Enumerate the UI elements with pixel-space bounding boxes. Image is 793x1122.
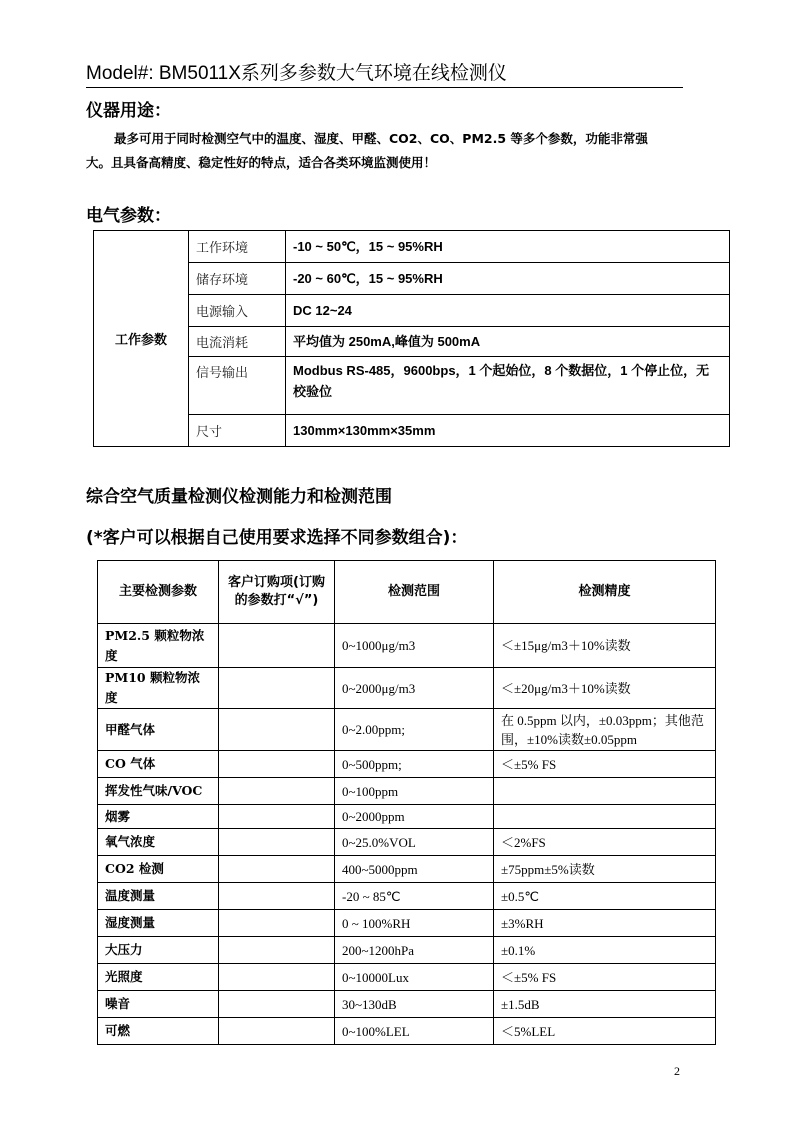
- order-checkbox-cell[interactable]: [219, 883, 335, 910]
- order-checkbox-cell[interactable]: [219, 856, 335, 883]
- spec-label: 信号输出: [189, 357, 286, 415]
- spec-value: DC 12~24: [286, 295, 730, 327]
- range-cell: 0~100ppm: [335, 778, 494, 805]
- range-cell: 0~2.00ppm;: [335, 709, 494, 751]
- capability-row: [98, 883, 716, 910]
- param-name-cell: 烟雾: [98, 805, 219, 829]
- range-cell: 400~5000ppm: [335, 856, 494, 883]
- param-name-cell: 湿度测量: [98, 910, 219, 937]
- usage-heading: 仪器用途：: [86, 101, 171, 121]
- range-cell: 0~100%LEL: [335, 1018, 494, 1045]
- spec-label: 储存环境: [189, 263, 286, 295]
- capability-row: [98, 624, 716, 668]
- capability-table: [97, 560, 716, 1045]
- electrical-spec-table: [93, 230, 730, 447]
- accuracy-cell: ＜±5% FS: [494, 751, 716, 778]
- order-checkbox-cell[interactable]: [219, 624, 335, 668]
- capability-row: [98, 778, 716, 805]
- capability-header-row: [98, 561, 716, 624]
- accuracy-cell: [494, 805, 716, 829]
- spec-value: 平均值为 250mA,峰值为 500mA: [286, 327, 730, 357]
- col-header-param: 主要检测参数: [98, 561, 219, 624]
- accuracy-cell: ＜±20μg/m3＋10%读数: [494, 668, 716, 709]
- spec-value: -10 ~ 50℃，15 ~ 95%RH: [286, 231, 730, 263]
- capability-row: [98, 829, 716, 856]
- spec-row: [94, 263, 730, 295]
- spec-row: [94, 295, 730, 327]
- param-name-cell: CO2 检测: [98, 856, 219, 883]
- spec-label: 电流消耗: [189, 327, 286, 357]
- capability-row: [98, 751, 716, 778]
- order-checkbox-cell[interactable]: [219, 829, 335, 856]
- spec-row: [94, 415, 730, 447]
- order-checkbox-cell[interactable]: [219, 937, 335, 964]
- accuracy-cell: ＜±15μg/m3＋10%读数: [494, 624, 716, 668]
- spec-value: 130mm×130mm×35mm: [286, 415, 730, 447]
- param-name-cell: 可燃: [98, 1018, 219, 1045]
- capability-row: [98, 964, 716, 991]
- range-cell: 0 ~ 100%RH: [335, 910, 494, 937]
- range-cell: 0~1000μg/m3: [335, 624, 494, 668]
- order-checkbox-cell[interactable]: [219, 709, 335, 751]
- param-name-cell: 光照度: [98, 964, 219, 991]
- capability-row: [98, 937, 716, 964]
- range-cell: 200~1200hPa: [335, 937, 494, 964]
- spec-label: 工作环境: [189, 231, 286, 263]
- range-cell: 0~2000ppm: [335, 805, 494, 829]
- order-checkbox-cell[interactable]: [219, 805, 335, 829]
- spec-row: [94, 231, 730, 263]
- col-header-range: 检测范围: [335, 561, 494, 624]
- accuracy-cell: ±1.5dB: [494, 991, 716, 1018]
- usage-line-2: 大。且具备高精度、稳定性好的特点，适合各类环境监测使用！: [86, 155, 437, 170]
- range-cell: 0~500ppm;: [335, 751, 494, 778]
- capability-row: [98, 668, 716, 709]
- order-checkbox-cell[interactable]: [219, 668, 335, 709]
- capability-row: [98, 910, 716, 937]
- range-cell: -20 ~ 85℃: [335, 883, 494, 910]
- accuracy-cell: [494, 778, 716, 805]
- spec-row: [94, 327, 730, 357]
- page-header-title: Model#: BM5011X系列多参数大气环境在线检测仪: [86, 58, 683, 88]
- accuracy-cell: ±3%RH: [494, 910, 716, 937]
- spec-label: 尺寸: [189, 415, 286, 447]
- order-checkbox-cell[interactable]: [219, 964, 335, 991]
- param-name-cell: 噪音: [98, 991, 219, 1018]
- order-checkbox-cell[interactable]: [219, 991, 335, 1018]
- param-name-cell: 温度测量: [98, 883, 219, 910]
- accuracy-cell: ＜5%LEL: [494, 1018, 716, 1045]
- capability-row: [98, 1018, 716, 1045]
- param-name-cell: 甲醛气体: [98, 709, 219, 751]
- param-name-cell: 挥发性气味/VOC: [98, 778, 219, 805]
- param-name-cell: 大压力: [98, 937, 219, 964]
- capability-row: [98, 991, 716, 1018]
- usage-line-1: 最多可用于同时检测空气中的温度、湿度、甲醛、CO2、CO、PM2.5 等多个参数，功能非常强: [114, 131, 648, 146]
- range-cell: 0~2000μg/m3: [335, 668, 494, 709]
- spec-value: -20 ~ 60℃，15 ~ 95%RH: [286, 263, 730, 295]
- accuracy-cell: ＜2%FS: [494, 829, 716, 856]
- page-number: 2: [674, 1064, 680, 1078]
- range-cell: 0~10000Lux: [335, 964, 494, 991]
- electrical-heading: 电气参数：: [86, 206, 171, 226]
- accuracy-cell: ±0.1%: [494, 937, 716, 964]
- accuracy-cell: 在 0.5ppm 以内，±0.03ppm；其他范围，±10%读数±0.05ppm: [494, 709, 716, 751]
- capability-heading: 综合空气质量检测仪检测能力和检测范围: [86, 487, 392, 507]
- usage-paragraph: [86, 127, 686, 175]
- order-checkbox-cell[interactable]: [219, 1018, 335, 1045]
- col-header-order: 客户订购项(订购的参数打“√”): [219, 561, 335, 624]
- accuracy-cell: ±0.5℃: [494, 883, 716, 910]
- range-cell: 30~130dB: [335, 991, 494, 1018]
- range-cell: 0~25.0%VOL: [335, 829, 494, 856]
- capability-row: [98, 856, 716, 883]
- param-name-cell: CO 气体: [98, 751, 219, 778]
- accuracy-cell: ＜±5% FS: [494, 964, 716, 991]
- spec-value: Modbus RS-485，9600bps，1 个起始位，8 个数据位，1 个停止位，无校验位: [286, 357, 730, 415]
- param-name-cell: PM2.5 颗粒物浓度: [98, 624, 219, 668]
- order-checkbox-cell[interactable]: [219, 910, 335, 937]
- spec-row: [94, 357, 730, 415]
- capability-row: [98, 805, 716, 829]
- param-name-cell: PM10 颗粒物浓度: [98, 668, 219, 709]
- spec-label: 电源输入: [189, 295, 286, 327]
- param-name-cell: 氧气浓度: [98, 829, 219, 856]
- capability-row: [98, 709, 716, 751]
- capability-subheading: (*客户可以根据自己使用要求选择不同参数组合)：: [86, 528, 468, 548]
- order-checkbox-cell[interactable]: [219, 751, 335, 778]
- col-header-accuracy: 检测精度: [494, 561, 716, 624]
- accuracy-cell: ±75ppm±5%读数: [494, 856, 716, 883]
- order-checkbox-cell[interactable]: [219, 778, 335, 805]
- spec-group-label: 工作参数: [94, 231, 189, 447]
